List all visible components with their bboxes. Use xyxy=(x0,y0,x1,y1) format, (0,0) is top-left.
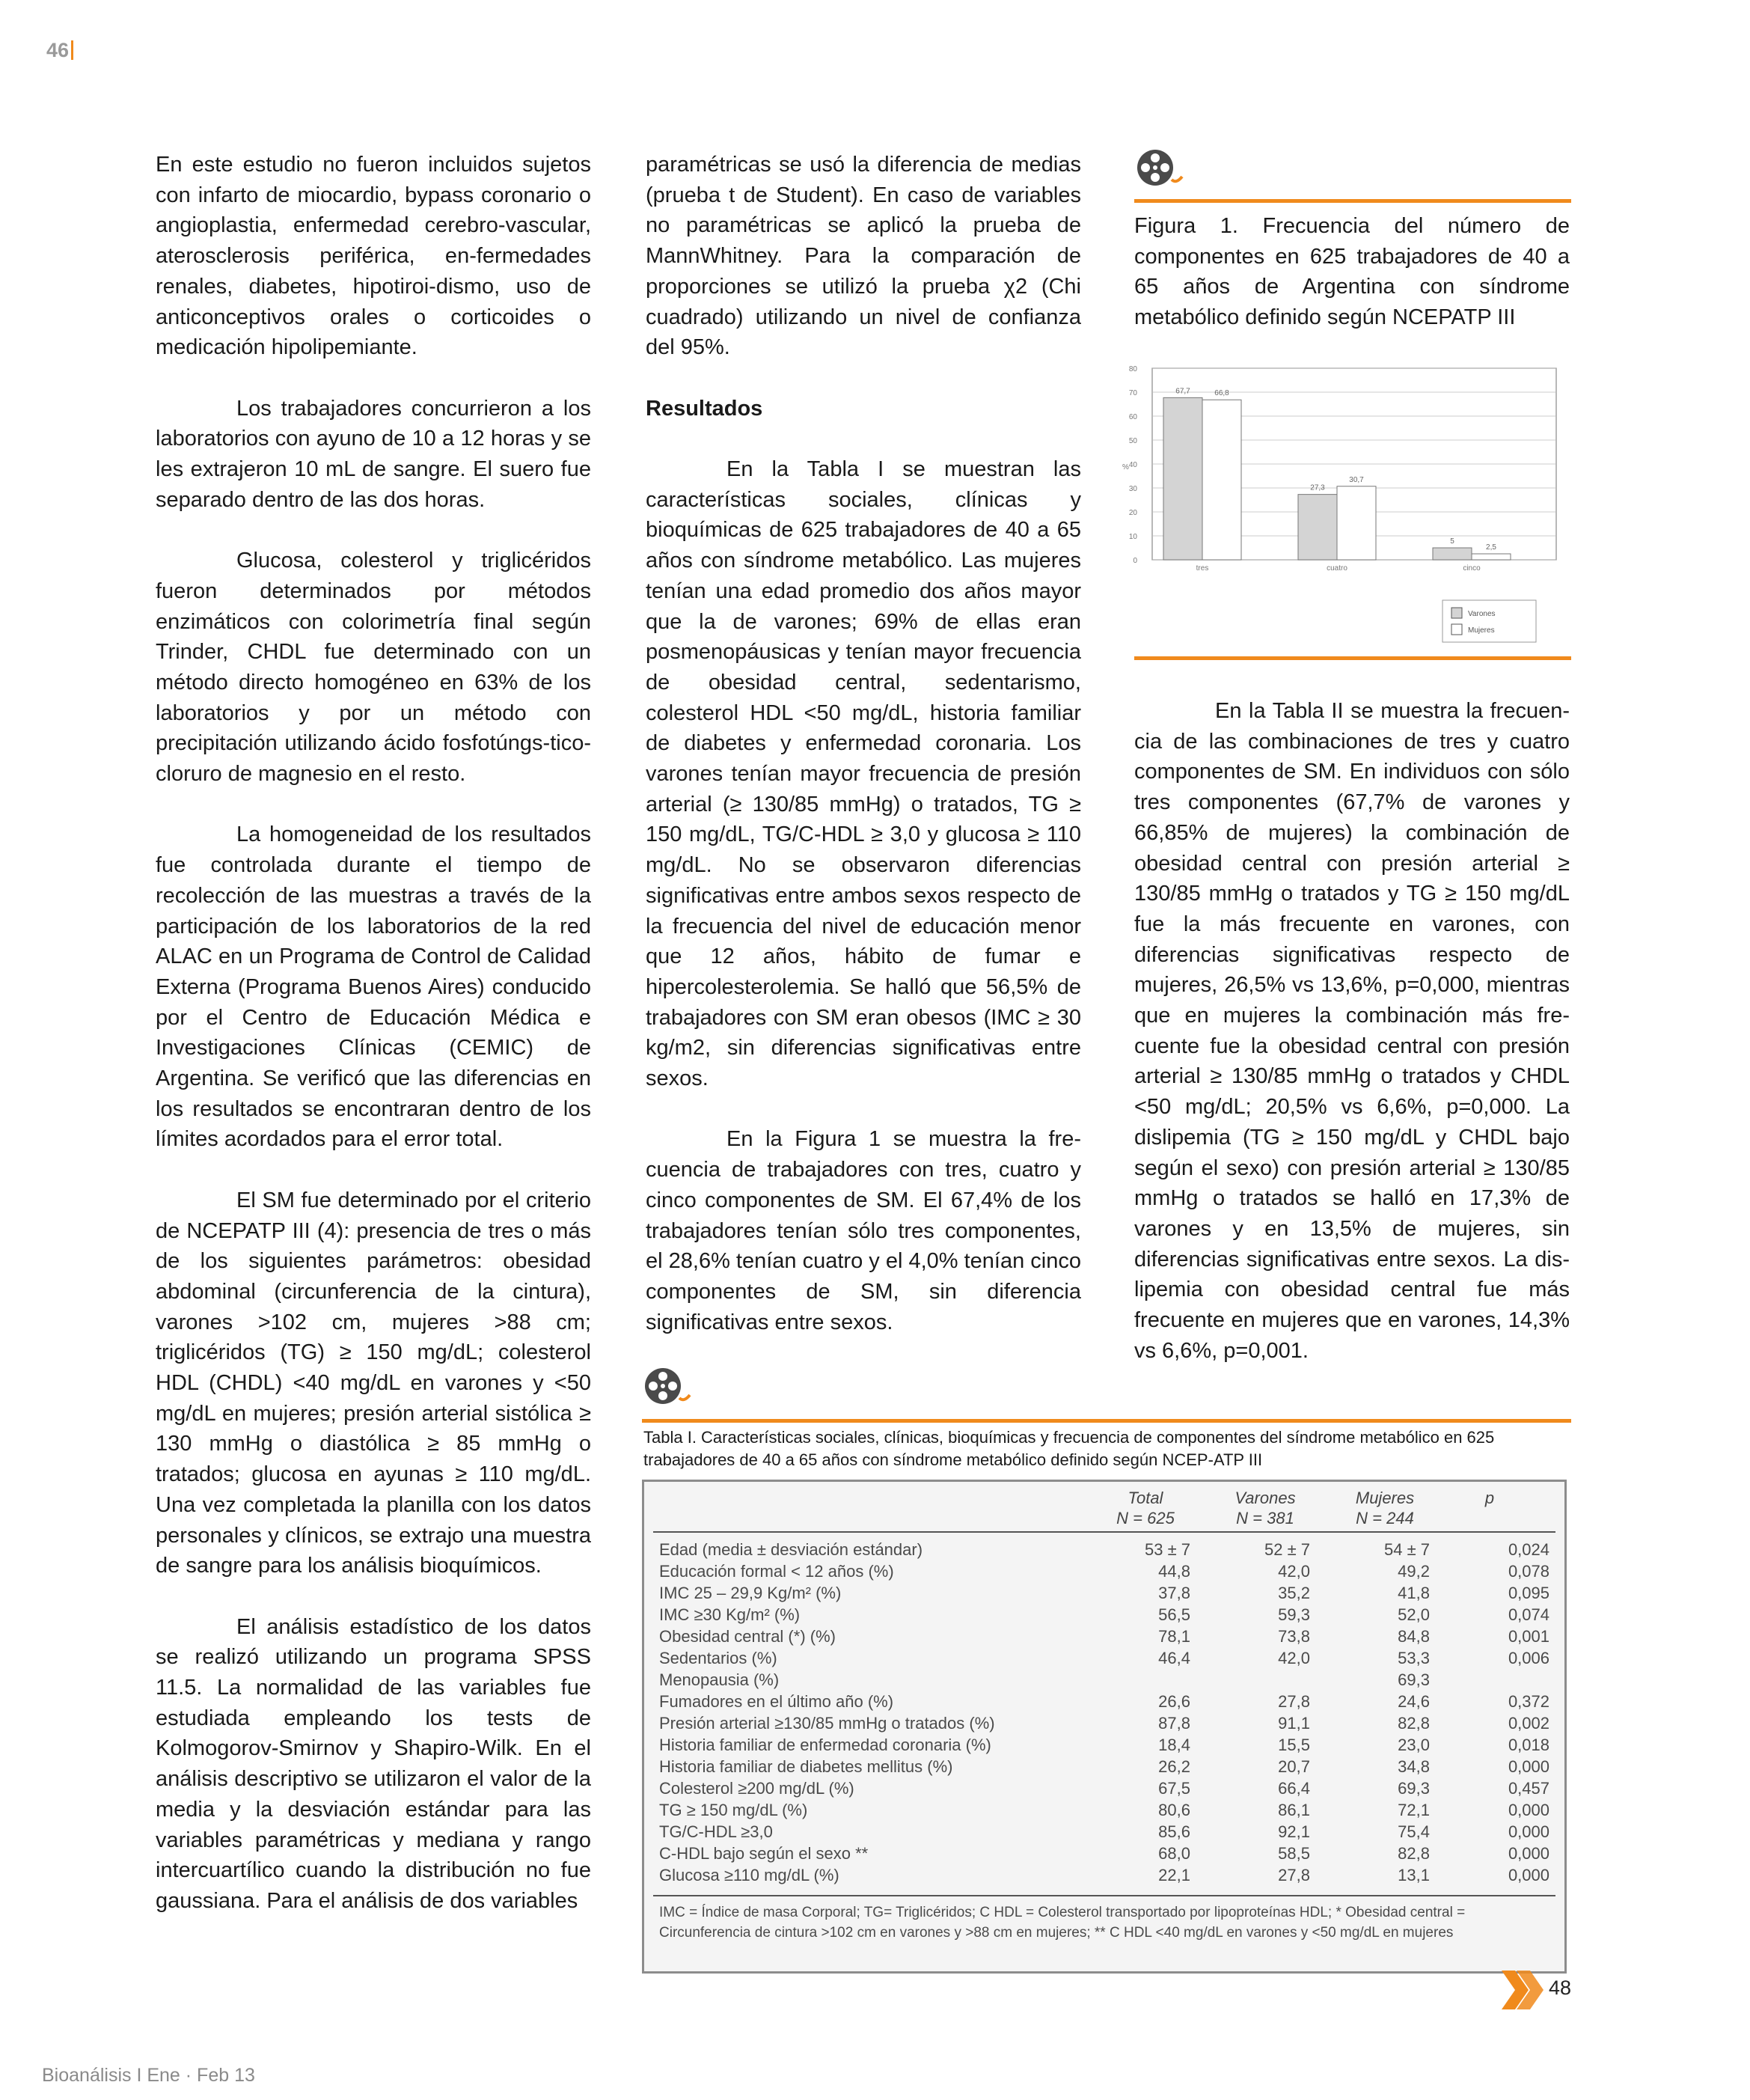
table-footnote: IMC = Índice de masa Corporal; TG= Triglicéridos; C HDL = Colesterol transportado por lipoproteínas HDL; * Obesidad central = Circunferencia de cintura >102 cm en varones y >88 cm en mujeres; ** C HDL <40 mg/dL en varones y <50 mg/dL en mujeres xyxy=(659,1905,1466,1941)
table-row xyxy=(659,1540,1549,1562)
row-label: C-HDL bajo según el sexo ** xyxy=(659,1844,869,1863)
cell-value: 34,8 xyxy=(1398,1757,1430,1776)
film-reel-icon xyxy=(642,1365,694,1410)
cell-value: 85,6 xyxy=(1158,1822,1190,1841)
data-label: 27,3 xyxy=(1310,483,1325,492)
table-header-mujeres: Mujeres N = 244 xyxy=(1355,1489,1415,1527)
table-header-p: p xyxy=(1484,1489,1495,1507)
y-tick-label: 20 xyxy=(1128,509,1137,517)
paragraph: El análisis estadístico de los datos se realizó utilizando un programa SPSS 11.5. La normalidad de las variables fue estudiada empleando los tests de Kolmogorov-Smirnov y Shapiro-Wilk. En el análisis descriptivo se utilizaron el valor de la media y la desviación estándar para las variables paramétricas y mediana y rango intercuartílico cuando la distribución no fue gaussiana. Para el análisis de dos variables xyxy=(156,1614,591,1913)
cell-value: 27,8 xyxy=(1278,1692,1310,1711)
cell-value: 35,2 xyxy=(1278,1584,1310,1602)
cell-value: 44,8 xyxy=(1158,1562,1190,1581)
y-axis-label: % xyxy=(1122,463,1129,471)
cell-value: 84,8 xyxy=(1398,1627,1430,1646)
cell-value: 66,4 xyxy=(1278,1779,1310,1798)
paragraph: La homogeneidad de los resultados fue controlada durante el tiempo de recolección de las muestras a través de la participación de los laboratorios de la red ALAC en un Programa de Control de Calidad Externa (Programa Buenos Aires) conducido por el Centro de Educación Médica e Investigaciones Clínicas (CEMIC) de Argentina. Se verificó que las diferencias en los resultados se encontraran dentro de los límites acordados para el error total. xyxy=(156,822,591,1152)
y-tick-label: 40 xyxy=(1128,461,1137,469)
table-row xyxy=(659,1649,1549,1670)
cell-value: 59,3 xyxy=(1278,1605,1310,1624)
table-header-total: Total N = 625 xyxy=(1116,1489,1175,1527)
cell-value: 69,3 xyxy=(1398,1670,1430,1689)
table-row xyxy=(659,1670,1549,1692)
paragraph: El SM fue determinado por el criterio de NCEPATP III (4): presencia de tres o más de los siguientes parámetros: obesidad abdominal (circunferencia de la cintura), varones >102 cm, mujeres >88 cm; triglicéridos (TG) ≥ 150 mg/dL; colesterol HDL (CHDL) <40 mg/dL en varones y <50 mg/dL en mujeres; presión arterial sistólica ≥ 130 mmHg o diastólica ≥ 85 mmHg o tratados; glucosa en ayunas ≥ 110 mg/dL. Una vez completada la planilla con los datos personales y clínicos, se extrajo una muestra de sangre para los análisis bioquímicos. xyxy=(156,1188,591,1578)
cell-value: 82,8 xyxy=(1398,1844,1430,1863)
cell-value: 75,4 xyxy=(1398,1822,1430,1841)
cell-value: 46,4 xyxy=(1158,1649,1190,1667)
y-tick-label: 80 xyxy=(1128,365,1137,373)
row-label: TG ≥ 150 mg/dL (%) xyxy=(659,1801,808,1819)
legend-label-varones: Varones xyxy=(1468,610,1496,618)
cell-value: 0,095 xyxy=(1508,1584,1549,1602)
text-column-3 xyxy=(1134,696,1570,1397)
cell-value: 53,3 xyxy=(1398,1649,1430,1667)
cell-value: 0,006 xyxy=(1508,1649,1549,1667)
row-label: Glucosa ≥110 mg/dL (%) xyxy=(659,1866,839,1884)
bar-mujeres-tres xyxy=(1202,400,1241,560)
cell-value: 72,1 xyxy=(1398,1801,1430,1819)
table-row xyxy=(659,1779,1549,1801)
cell-value: 42,0 xyxy=(1278,1649,1310,1667)
divider xyxy=(1134,199,1571,203)
row-label: Historia familiar de enfermedad coronaria (%) xyxy=(659,1736,991,1754)
cell-value: 18,4 xyxy=(1158,1736,1190,1754)
table-row xyxy=(659,1757,1549,1779)
bar-chart xyxy=(1107,359,1575,651)
cell-value: 42,0 xyxy=(1278,1562,1310,1581)
data-label: 67,7 xyxy=(1175,387,1190,396)
cell-value: 69,3 xyxy=(1398,1779,1430,1798)
cell-value: 0,018 xyxy=(1508,1736,1549,1754)
cell-value: 86,1 xyxy=(1278,1801,1310,1819)
table-row xyxy=(659,1844,1549,1866)
cell-value: 91,1 xyxy=(1278,1714,1310,1733)
film-reel-icon xyxy=(1134,147,1187,192)
data-label: 66,8 xyxy=(1214,389,1229,398)
y-tick-label: 50 xyxy=(1128,437,1137,445)
cell-value: 73,8 xyxy=(1278,1627,1310,1646)
row-label: Fumadores en el último año (%) xyxy=(659,1692,894,1711)
x-tick-label: tres xyxy=(1196,564,1209,573)
table-rule xyxy=(653,1531,1555,1533)
row-label: Educación formal < 12 años (%) xyxy=(659,1562,894,1581)
table-header-varones: Varones N = 381 xyxy=(1235,1489,1296,1527)
row-label: Presión arterial ≥130/85 mmHg o tratados (%) xyxy=(659,1714,995,1733)
paragraph: En la Figura 1 se muestra la fre-cuencia de trabajadores con tres, cuatro y cinco componentes de SM. El 67,4% de los trabajadores tenían sólo tres componentes, el 28,6% tenían cuatro y el 4,0% tenían cinco componentes de SM, sin diferencia significativas entre sexos. xyxy=(646,1127,1081,1334)
paragraph: paramétricas se usó la diferencia de medias (prueba t de Student). En caso de variables no paramétricas se aplicó la prueba de MannWhitney. Para la comparación de proporciones se utilizó la prueba χ2 (Chi cuadrado) utilizando un nivel de confianza del 95%. xyxy=(646,153,1081,360)
row-label: Colesterol ≥200 mg/dL (%) xyxy=(659,1779,854,1798)
paragraph: Los trabajadores concurrieron a los laboratorios con ayuno de 10 a 12 horas y se les extrajeron 10 mL de sangre. El suero fue separado dentro de las dos horas. xyxy=(156,396,591,512)
cell-value: 68,0 xyxy=(1158,1844,1190,1863)
cell-value: 54 ± 7 xyxy=(1383,1540,1430,1559)
divider xyxy=(1134,656,1571,660)
cell-value: 87,8 xyxy=(1158,1714,1190,1733)
paragraph: En este estudio no fueron incluidos sujetos con infarto de miocardio, bypass coronario o angioplastia, enfermedad cerebro-vascular, aterosclerosis periférica, en-fermedades renales, diabetes, hipotiroi-dismo, uso de anticonceptivos orales o corticoides o medicación hipolipemiante. xyxy=(156,153,591,360)
cell-value: 0,000 xyxy=(1508,1866,1549,1884)
cell-value: 0,000 xyxy=(1508,1822,1549,1841)
legend-label-mujeres: Mujeres xyxy=(1468,626,1495,635)
table-row xyxy=(659,1605,1549,1627)
cell-value: 13,1 xyxy=(1398,1866,1430,1884)
y-tick-label: 0 xyxy=(1133,557,1137,565)
cell-value: 78,1 xyxy=(1158,1627,1190,1646)
divider xyxy=(642,1419,1571,1423)
legend-swatch-varones xyxy=(1451,608,1462,618)
cell-value: 26,2 xyxy=(1158,1757,1190,1776)
paragraph: En la Tabla II se muestra la frecuen-cia de las combinaciones de tres y cuatro componentes de SM. En individuos con sólo tres componentes (67,7% de varones y 66,85% de mujeres) la combinación de obesidad central con presión arterial ≥ 130/85 mmHg o tratados y TG ≥ 150 mg/dL fue la más frecuente en varones, con diferencias significativas respecto de mujeres, 26,5% vs 13,6%, p=0,000, mientras que en mujeres la combinación más fre-cuente fue la obesidad central con presión arterial ≥ 130/85 mmHg o tratados y CHDL <50 mg/dL; 20,5% vs 6,6%, p=0,000. La dislipemia (TG ≥ 150 mg/dL y CHDL bajo según el sexo) con presión arterial ≥ 130/85 mmHg o tratados se halló en 17,3% de varones y en 13,5% de mujeres, sin diferencias significativas entre sexos. La dis-lipemia con obesidad central fue más frecuente en mujeres que en varones, 14,3% vs 6,6%, p=0,001. xyxy=(1134,699,1570,1363)
paragraph: Glucosa, colesterol y triglicéridos fueron determinados por métodos enzimáticos con colorimetría final según Trinder, CHDL fue determinado con un método directo homogéneo en 63% de los laboratorios y por un método con precipitación utilizando ácido fosfotúngs-tico-cloruro de magnesio en el resto. xyxy=(156,549,591,787)
cell-value: 0,000 xyxy=(1508,1757,1549,1776)
chart-legend xyxy=(1442,600,1536,642)
page-number-bottom: 48 xyxy=(1549,1977,1572,1999)
cell-value: 80,6 xyxy=(1158,1801,1190,1819)
row-label: Menopausia (%) xyxy=(659,1670,780,1689)
cell-value: 82,8 xyxy=(1398,1714,1430,1733)
y-tick-label: 70 xyxy=(1128,389,1137,397)
cell-value: 53 ± 7 xyxy=(1144,1540,1190,1559)
cell-value: 41,8 xyxy=(1398,1584,1430,1602)
legend-swatch-mujeres xyxy=(1451,624,1462,635)
cell-value: 0,372 xyxy=(1508,1692,1549,1711)
cell-value: 0,002 xyxy=(1508,1714,1549,1733)
text-column-2 xyxy=(646,150,1081,1368)
cell-value: 20,7 xyxy=(1278,1757,1310,1776)
cell-value: 0,078 xyxy=(1508,1562,1549,1581)
row-label: Historia familiar de diabetes mellitus (%) xyxy=(659,1757,953,1776)
page-number-top: 46 xyxy=(46,39,73,62)
row-label: Sedentarios (%) xyxy=(659,1649,777,1667)
table-row xyxy=(659,1627,1549,1649)
table-caption: Tabla I. Características sociales, clínicas, bioquímicas y frecuencia de componentes del síndrome metabólico en 625 trabajadores de 40 a 65 años con síndrome metabólico definido según NCEP-ATP III xyxy=(643,1428,1495,1469)
cell-value: 92,1 xyxy=(1278,1822,1310,1841)
next-page-arrow-icon xyxy=(1502,1971,1546,2009)
x-tick-label: cinco xyxy=(1463,564,1481,573)
x-tick-label: cuatro xyxy=(1327,564,1347,573)
cell-value: 58,5 xyxy=(1278,1844,1310,1863)
y-tick-label: 10 xyxy=(1128,533,1137,541)
bar-varones-tres xyxy=(1163,397,1202,560)
cell-value: 27,8 xyxy=(1278,1866,1310,1884)
table-row xyxy=(659,1801,1549,1822)
cell-value: 0,001 xyxy=(1508,1627,1549,1646)
cell-value: 0,024 xyxy=(1508,1540,1549,1559)
bar-varones-cuatro xyxy=(1298,495,1337,560)
table-row xyxy=(659,1584,1549,1605)
cell-value: 56,5 xyxy=(1158,1605,1190,1624)
cell-value: 67,5 xyxy=(1158,1779,1190,1798)
bar-mujeres-cuatro xyxy=(1337,486,1376,560)
cell-value: 26,6 xyxy=(1158,1692,1190,1711)
bar-mujeres-cinco xyxy=(1472,554,1511,560)
table-rule xyxy=(653,1895,1555,1896)
table-row xyxy=(659,1822,1549,1844)
data-label: 2,5 xyxy=(1486,543,1496,552)
cell-value: 24,6 xyxy=(1398,1692,1430,1711)
y-tick-label: 60 xyxy=(1128,413,1137,421)
text-column-1 xyxy=(156,150,591,1947)
paragraph: En la Tabla I se muestran las características sociales, clínicas y bioquímicas de 625 trabajadores de 40 a 65 años con síndrome metabólico. Las mujeres tenían una edad promedio dos años mayor que la de varones; 69% de ellas eran posmenopáusicas y tenían mayor frecuencia de obesidad central, sedentarismo, colesterol HDL <50 mg/dL, historia familiar de diabetes y enfermedad coronaria. Los varones tenían mayor frecuencia de presión arterial (≥ 130/85 mmHg) o tratados, TG ≥ 150 mg/dL, TG/C-HDL ≥ 3,0 y glucosa ≥ 110 mg/dL. No se observaron diferencias significativas entre ambos sexos respecto de la frecuencia del nivel de educación menor que 12 años, hábito de fumar e hipercolesterolemia. Se halló que 56,5% de trabajadores con SM eran obesos (IMC ≥ 30 kg/m2, sin diferencias significativas entre sexos. xyxy=(646,457,1081,1091)
data-label: 5 xyxy=(1450,537,1454,546)
cell-value: 23,0 xyxy=(1398,1736,1430,1754)
page-footer: Bioanálisis I Ene · Feb 13 xyxy=(42,2065,255,2086)
cell-value: 22,1 xyxy=(1158,1866,1190,1884)
y-tick-label: 30 xyxy=(1128,485,1137,493)
figure-caption: Figura 1. Frecuencia del número de componentes en 625 trabajadores de 40 a 65 años de Argentina con síndrome metabólico definido según NCEPATP III xyxy=(1134,214,1570,330)
cell-value: 0,000 xyxy=(1508,1844,1549,1863)
row-label: IMC 25 – 29,9 Kg/m² (%) xyxy=(659,1584,842,1602)
cell-value: 49,2 xyxy=(1398,1562,1430,1581)
cell-value: 52 ± 7 xyxy=(1264,1540,1310,1559)
table-1 xyxy=(642,1480,1567,1974)
row-label: Obesidad central (*) (%) xyxy=(659,1627,836,1646)
data-label: 30,7 xyxy=(1349,475,1364,484)
row-label: TG/C-HDL ≥3,0 xyxy=(659,1822,773,1841)
section-heading: Resultados xyxy=(646,396,763,421)
table-row xyxy=(659,1562,1549,1584)
cell-value: 0,000 xyxy=(1508,1801,1549,1819)
row-label: IMC ≥30 Kg/m² (%) xyxy=(659,1605,801,1624)
cell-value: 0,074 xyxy=(1508,1605,1549,1624)
cell-value: 0,457 xyxy=(1508,1779,1549,1798)
table-row xyxy=(659,1714,1549,1736)
cell-value: 15,5 xyxy=(1278,1736,1310,1754)
cell-value: 52,0 xyxy=(1398,1605,1430,1624)
row-label: Edad (media ± desviación estándar) xyxy=(659,1540,923,1559)
table-row xyxy=(659,1866,1549,1887)
table-row xyxy=(659,1692,1549,1714)
table-row xyxy=(659,1736,1549,1757)
bar-varones-cinco xyxy=(1433,548,1472,560)
cell-value: 37,8 xyxy=(1158,1584,1190,1602)
